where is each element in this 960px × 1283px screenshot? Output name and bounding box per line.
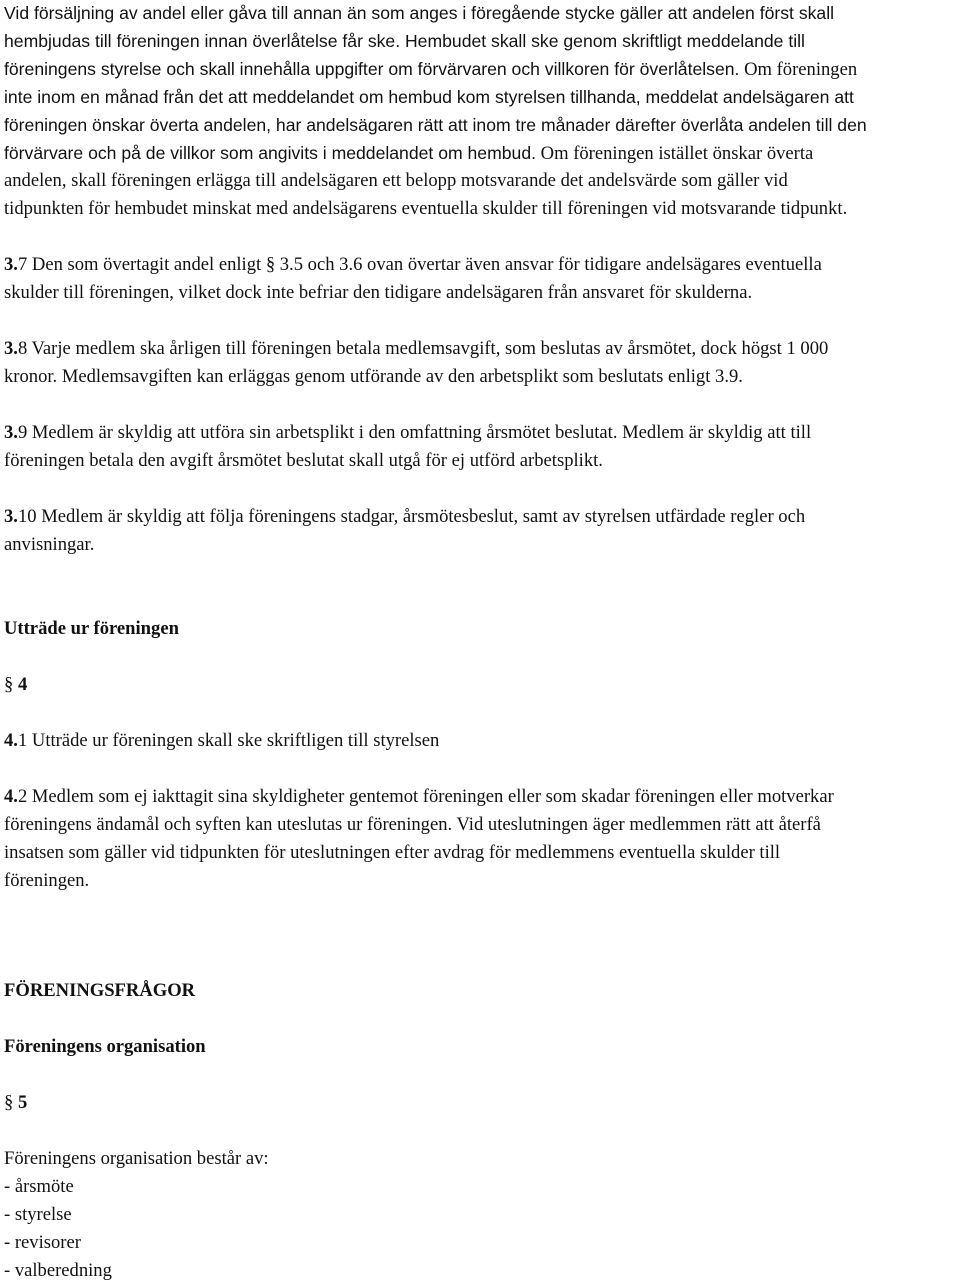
- heading-foreningsfragor: FÖRENINGSFRÅGOR: [4, 980, 196, 1001]
- section-4-2-line-2: föreningens ändamål och syften kan uteslutas ur föreningen. Vid uteslutningen äger medlemmen rätt att återfå: [4, 814, 821, 835]
- organisation-intro: Föreningens organisation består av:: [4, 1148, 269, 1169]
- paragraph-5-label: § 5: [4, 1092, 28, 1113]
- section-4-2-line-1: 4.2 Medlem som ej iakttagit sina skyldigheter gentemot föreningen eller som skadar föreningen eller motverkar: [4, 786, 834, 807]
- intro-line-2: hembjudas till föreningen innan överlåtelse får ske. Hembudet skall ske genom skriftligt meddelande till: [4, 31, 805, 51]
- intro-line-4: inte inom en månad från det att meddelandet om hembud kom styrelsen tillhanda, meddelat andelsägaren att: [4, 87, 854, 107]
- intro-line-3: föreningens styrelse och skall innehålla uppgifter om förvärvaren och villkoren för överlåtelsen. Om föreningen: [4, 59, 858, 80]
- intro-line-6: förvärvare och på de villkor som angivits i meddelandet om hembud. Om föreningen istället önskar överta: [4, 143, 814, 164]
- section-3-9-line-1: 3.9 Medlem är skyldig att utföra sin arbetsplikt i den omfattning årsmötet beslutat. Medlem är skyldig att till: [4, 422, 812, 443]
- list-item: - årsmöte: [4, 1176, 74, 1197]
- heading-foreningens-organisation: Föreningens organisation: [4, 1036, 206, 1057]
- section-3-10-line-1: 3.10 Medlem är skyldig att följa föreningens stadgar, årsmötesbeslut, samt av styrelsen utfärdade regler och: [4, 506, 806, 527]
- section-3-8-line-1: 3.8 Varje medlem ska årligen till föreningen betala medlemsavgift, som beslutas av årsmötet, dock högst 1 000: [4, 338, 829, 359]
- section-3-10-line-2: anvisningar.: [4, 534, 95, 555]
- section-4-2-line-4: föreningen.: [4, 870, 90, 891]
- section-4-1: 4.1 Utträde ur föreningen skall ske skriftligen till styrelsen: [4, 730, 440, 751]
- section-3-8-line-2: kronor. Medlemsavgiften kan erläggas genom utförande av den arbetsplikt som beslutats enligt 3.9.: [4, 366, 743, 387]
- list-item: - styrelse: [4, 1204, 72, 1225]
- section-3-7-line-1: 3.7 Den som övertagit andel enligt § 3.5 och 3.6 ovan övertar även ansvar för tidigare andelsägares eventuella: [4, 254, 822, 275]
- section-3-7-line-2: skulder till föreningen, vilket dock inte befriar den tidigare andelsägaren från ansvaret för skulderna.: [4, 282, 753, 303]
- paragraph-4-label: § 4: [4, 674, 28, 695]
- intro-line-7: andelen, skall föreningen erlägga till andelsägaren ett belopp motsvarande det andelsvärde som gäller vid: [4, 170, 788, 191]
- list-item: - valberedning: [4, 1260, 112, 1281]
- intro-line-5: föreningen önskar överta andelen, har andelsägaren rätt att inom tre månader därefter överlåta andelen till den: [4, 115, 867, 135]
- heading-utrade: Utträde ur föreningen: [4, 618, 179, 639]
- list-item: - revisorer: [4, 1232, 81, 1253]
- section-4-2-line-3: insatsen som gäller vid tidpunkten för uteslutningen efter avdrag för medlemmens eventuella skulder till: [4, 842, 781, 863]
- intro-line-8: tidpunkten för hembudet minskat med andelsägarens eventuella skulder till föreningen vid motsvarande tidpunkt.: [4, 198, 848, 219]
- intro-line-1: Vid försäljning av andel eller gåva till annan än som anges i föregående stycke gäller att andelen först skall: [4, 3, 835, 23]
- section-3-9-line-2: föreningen betala den avgift årsmötet beslutat skall utgå för ej utförd arbetsplikt.: [4, 450, 603, 471]
